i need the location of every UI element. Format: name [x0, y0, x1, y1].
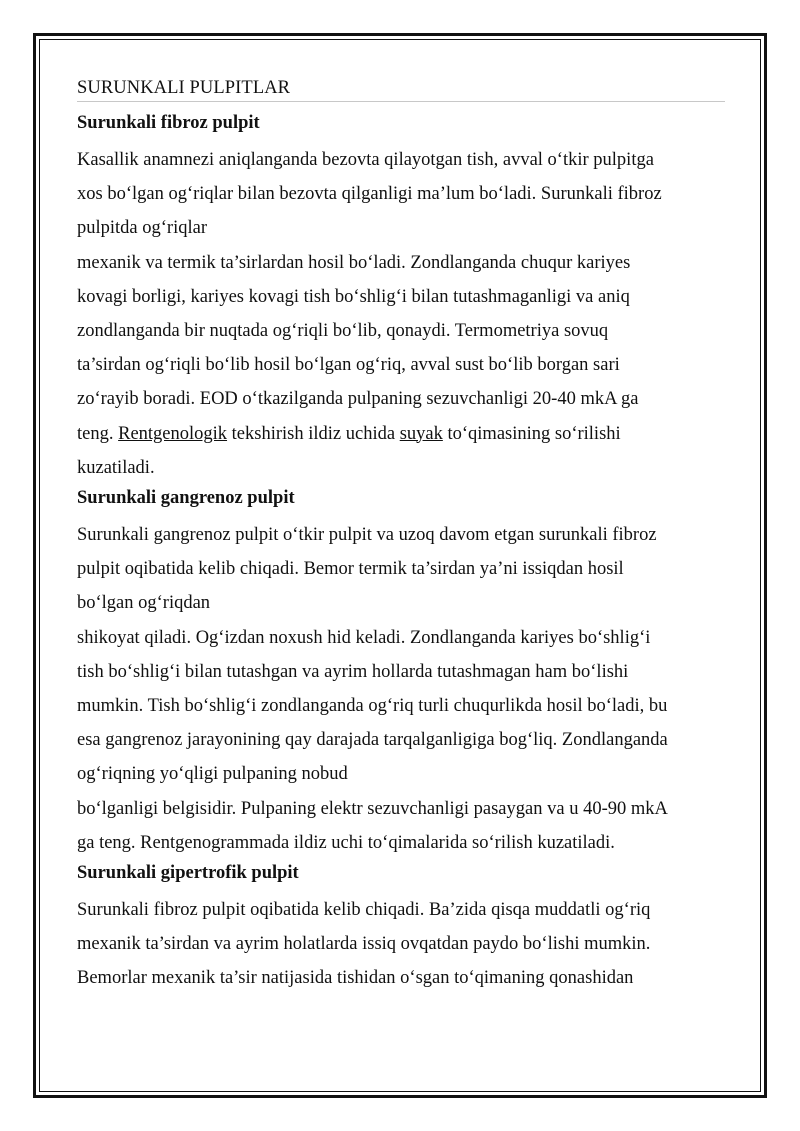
text-line: bo‘lgan og‘riqdan [77, 593, 211, 614]
text-line: Surunkali fibroz pulpit oqibatida kelib chiqadi. Ba’zida qisqa muddatli og‘riq [77, 900, 651, 921]
section-heading-fibroz: Surunkali fibroz pulpit [77, 113, 260, 133]
text-line: mumkin. Tish bo‘shlig‘i zondlanganda og‘riq turli chuqurlikda hosil bo‘ladi, bu [77, 696, 668, 717]
text-line: shikoyat qiladi. Og‘izdan noxush hid keladi. Zondlanganda kariyes bo‘shlig‘i [77, 627, 651, 648]
text-line: ta’sirdan og‘riqli bo‘lib hosil bo‘lgan og‘riq, avval sust bo‘lib borgan sari [77, 355, 620, 376]
text-line [77, 417, 725, 451]
text-fragment: tekshirish ildiz uchida [227, 423, 400, 444]
text-line: bo‘lganligi belgisidir. Pulpaning elektr sezuvchanligi pasaygan va u 40-90 mkA [77, 798, 668, 819]
text-line: mexanik ta’sirdan va ayrim holatlarda issiq ovqatdan paydo bo‘lishi mumkin. [77, 934, 651, 955]
section-paragraph-gangrenoz [77, 518, 725, 860]
section-paragraph-fibroz [77, 143, 725, 485]
document-title: SURUNKALI PULPITLAR [77, 76, 725, 102]
text-line: esa gangrenoz jarayonining qay darajada tarqalganligiga bog‘liq. Zondlanganda [77, 730, 668, 751]
text-line: Bemorlar mexanik ta’sir natijasida tishidan o‘sgan to‘qimaning qonashidan [77, 968, 634, 989]
text-line: kuzatiladi. [77, 457, 155, 478]
section-heading-gangrenoz: Surunkali gangrenoz pulpit [77, 488, 295, 509]
text-line: Kasallik anamnezi aniqlanganda bezovta qilayotgan tish, avval o‘tkir pulpitga [77, 150, 654, 170]
text-line: ga teng. Rentgenogrammada ildiz uchi to‘qimalarida so‘rilish kuzatiladi. [77, 832, 615, 853]
text-line: xos bo‘lgan og‘riqlar bilan bezovta qilganligi ma’lum bo‘ladi. Surunkali fibroz [77, 184, 662, 205]
section-paragraph-gipertrofik [77, 893, 725, 996]
section-heading-gipertrofik: Surunkali gipertrofik pulpit [77, 863, 299, 884]
link-suyak[interactable]: suyak [399, 423, 443, 444]
text-line: zondlanganda bir nuqtada og‘riqli bo‘lib, qonaydi. Termometriya sovuq [77, 321, 609, 342]
text-line: pulpitda og‘riqlar [77, 218, 207, 239]
text-fragment: to‘qimasining so‘rilishi [442, 423, 621, 444]
link-rentgenologik[interactable]: Rentgenologik [118, 423, 228, 444]
text-line: og‘riqning yo‘qligi pulpaning nobud [77, 764, 348, 785]
text-line: mexanik va termik ta’sirlardan hosil bo‘ladi. Zondlanganda chuqur kariyes [77, 252, 631, 273]
text-line: zo‘rayib boradi. EOD o‘tkazilganda pulpaning sezuvchanligi 20-40 mkA ga [77, 389, 639, 410]
text-line: pulpit oqibatida kelib chiqadi. Bemor termik ta’sirdan ya’ni issiqdan hosil [77, 559, 624, 580]
text-line: Surunkali gangrenoz pulpit o‘tkir pulpit va uzoq davom etgan surunkali fibroz [77, 525, 657, 546]
text-line: tish bo‘shlig‘i bilan tutashgan va ayrim hollarda tutashmagan ham bo‘lishi [77, 661, 629, 682]
document-body [77, 76, 725, 996]
text-line: kovagi borligi, kariyes kovagi tish bo‘shlig‘i bilan tutashmaganligi va aniq [77, 286, 630, 307]
text-fragment: teng. [77, 423, 119, 444]
